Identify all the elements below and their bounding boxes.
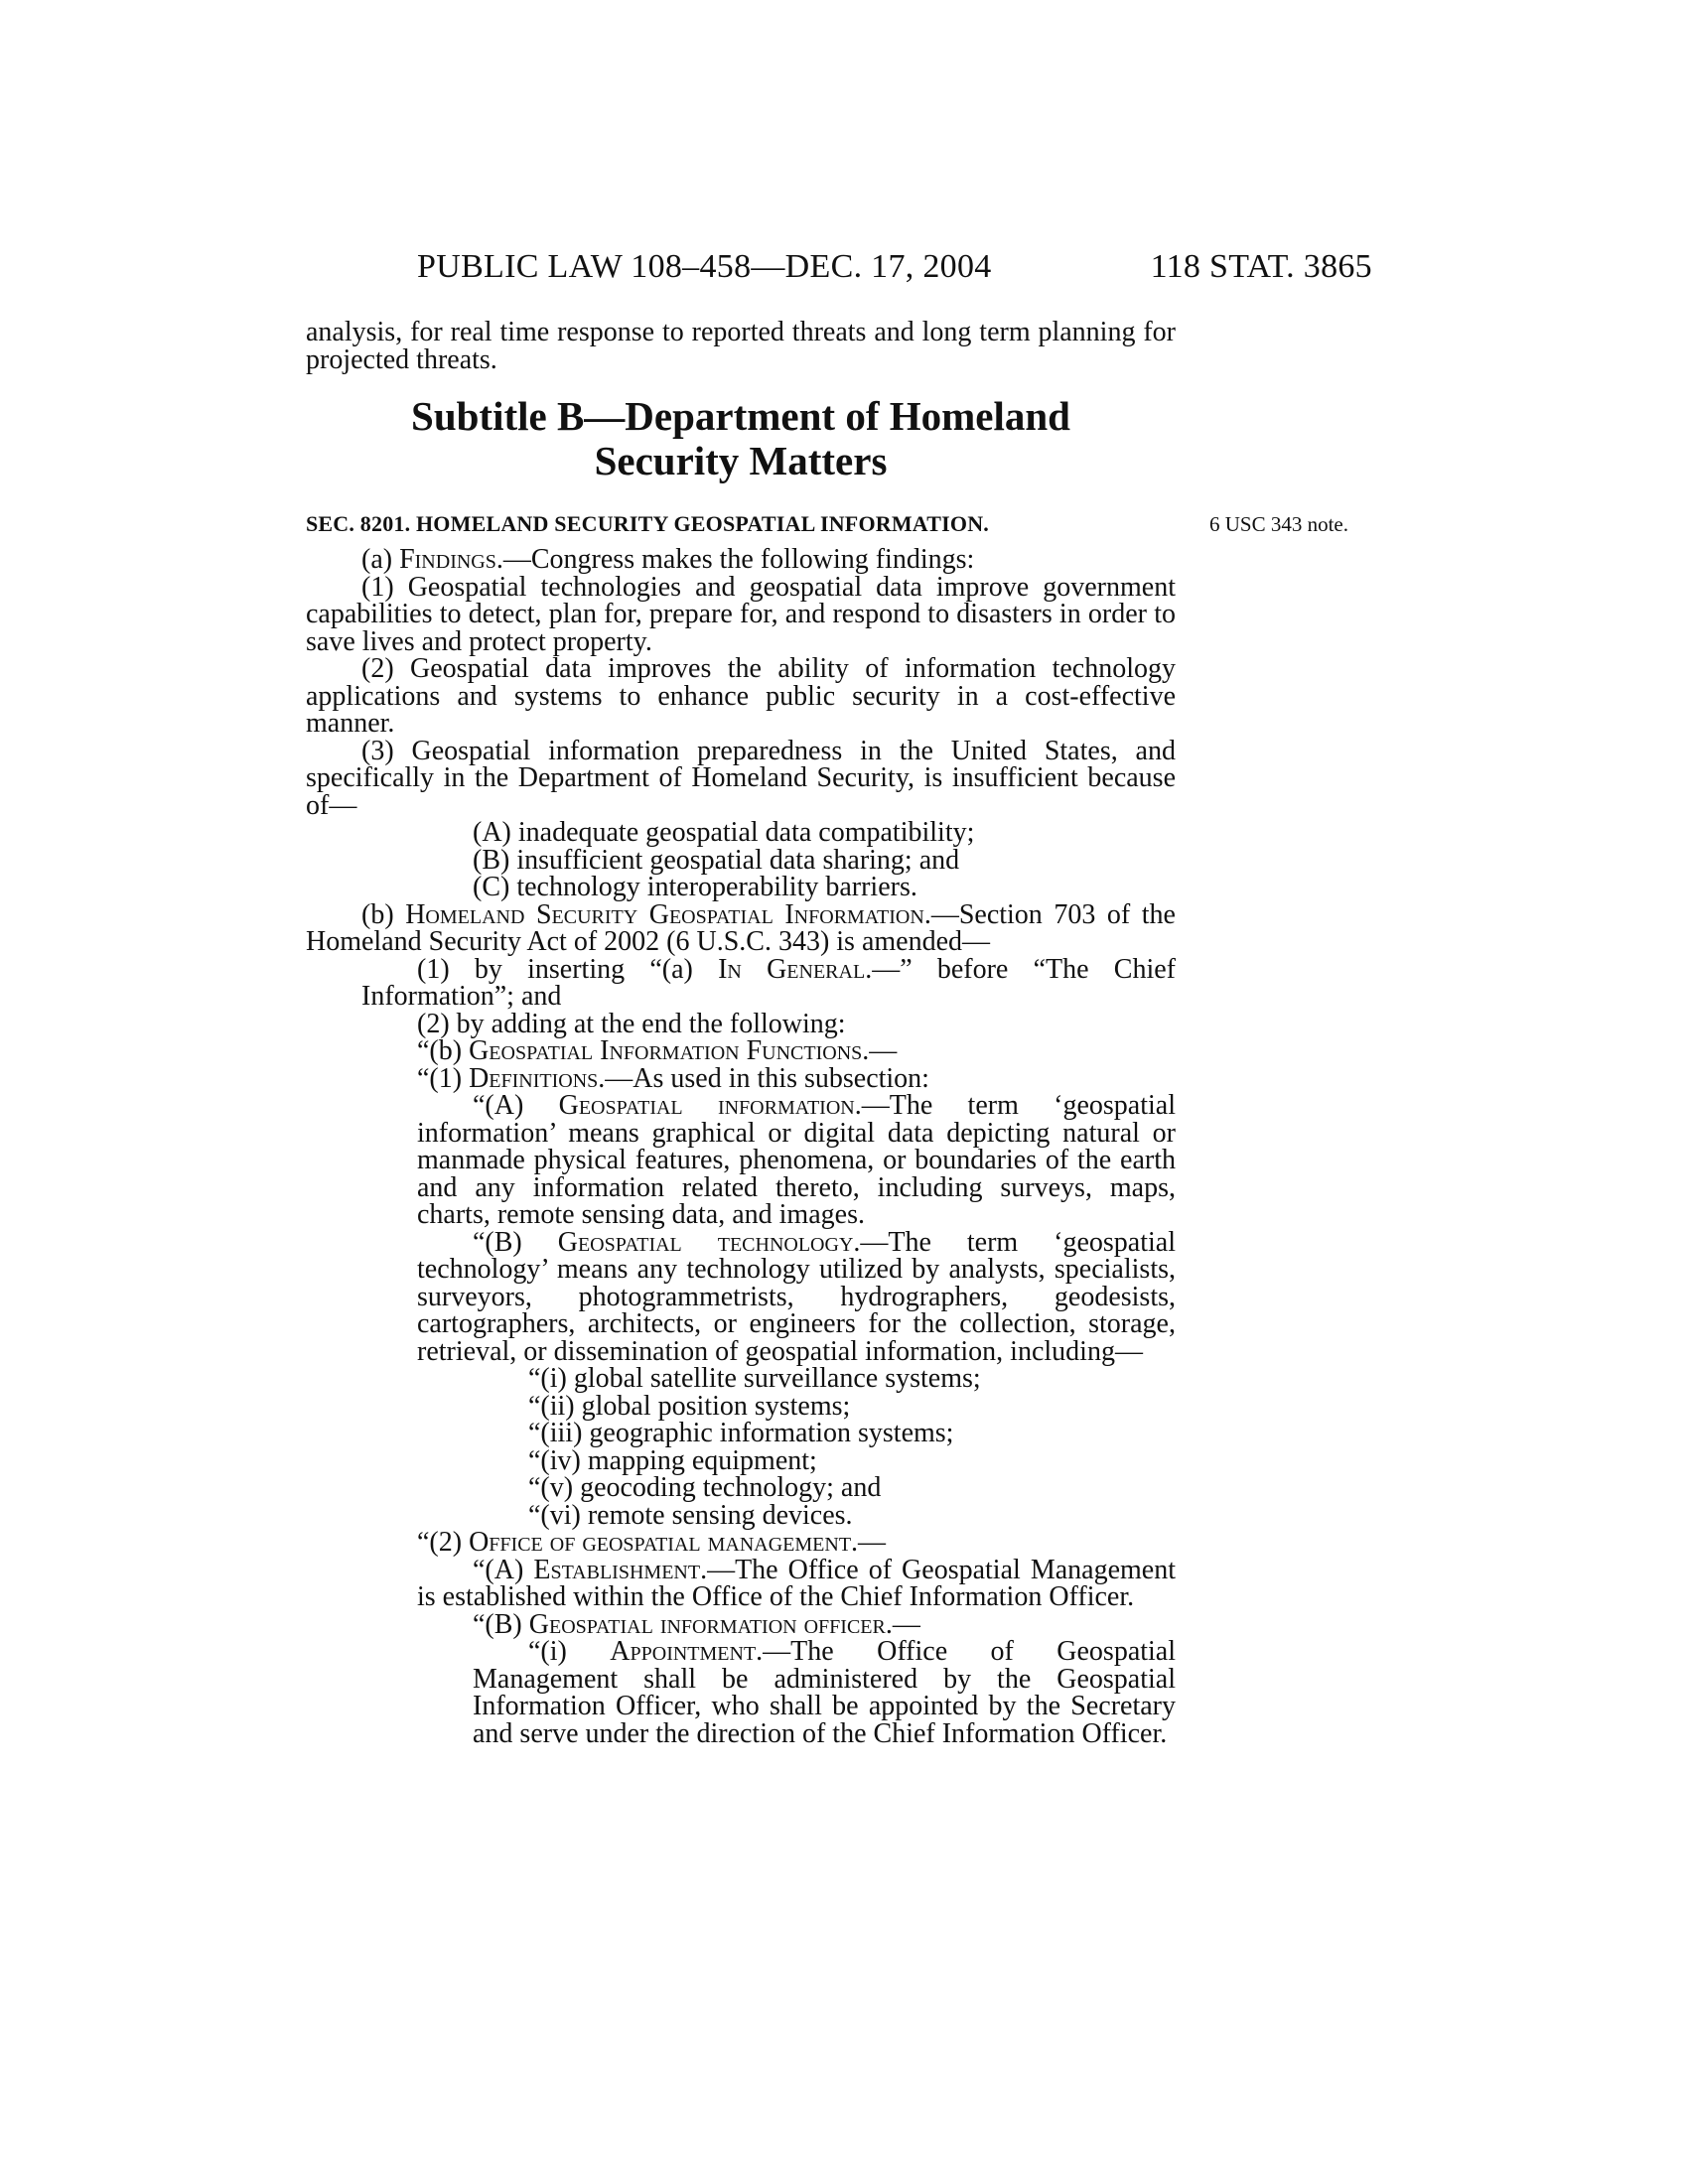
intro-paragraph: analysis, for real time response to reported threats and long term planning for projected threats. [306, 317, 1176, 375]
finding-3-A: (A) inadequate geospatial data compatibility; [473, 817, 975, 848]
definition-B-text: .—The term ‘geospatial technology’ means any technology utilized by analysts, specialists, surveyors, photogrammetrists, hydrographers, geodesists, cartographers, architects, or engineers for the collection, storage, retrieval, or dissemination of geospatial information, including— [417, 1226, 1176, 1367]
definition-B-label: “(B) [473, 1226, 558, 1258]
quoted-b-dash: .— [862, 1035, 898, 1066]
officer-heading [306, 1608, 1176, 1640]
officer-caption: Geospatial information officer [528, 1608, 886, 1640]
subsection-b-label: (b) [361, 898, 406, 930]
establishment-caption: Establishment [533, 1554, 701, 1585]
officer-dash: .— [885, 1608, 920, 1640]
office-caption: Office of geospatial management [469, 1527, 852, 1558]
quoted-b-label: “(b) [417, 1035, 470, 1066]
subsection-a-heading [306, 546, 1176, 574]
finding-2: (2) Geospatial data improves the ability of information technology applications and systems to enhance public security in a cost-effective manner. [306, 653, 1176, 739]
section-body [306, 546, 1176, 1747]
running-header-law: PUBLIC LAW 108–458—DEC. 17, 2004 [417, 248, 992, 285]
subtitle-line-1: Subtitle B—Department of Homeland [411, 393, 1070, 439]
subsection-b-heading [306, 898, 1176, 957]
definition-A-label: “(A) [473, 1090, 559, 1121]
running-header-stat-page: 118 STAT. 3865 [1150, 248, 1372, 285]
office-heading [306, 1529, 1176, 1557]
subtitle-line-2: Security Matters [594, 438, 888, 483]
definitions-label: “(1) [417, 1062, 470, 1094]
section-heading: SEC. 8201. HOMELAND SECURITY GEOSPATIAL INFORMATION. [306, 511, 989, 536]
quoted-b-heading [306, 1037, 1176, 1065]
definitions-text: .—As used in this subsection: [598, 1062, 929, 1094]
margin-note: 6 USC 343 note. [1209, 512, 1349, 536]
subsection-a-text: .—Congress makes the following findings: [495, 544, 975, 575]
amendment-1 [306, 953, 1176, 1012]
definitions-heading [306, 1062, 1176, 1094]
establishment-text: .—The Office of Geospatial Management is established within the Office of the Chief Information Officer. [417, 1554, 1176, 1612]
appointment-caption: Appointment [610, 1636, 757, 1667]
technology-item: “(iii) geographic information systems; [528, 1418, 954, 1448]
appointment-paragraph [306, 1638, 1176, 1747]
technology-item: “(vi) remote sensing devices. [528, 1499, 853, 1531]
amendment-1-end: .—” before “The Chief Information”; and [361, 953, 1176, 1012]
appointment-text: .—The Office of Geospatial Management shall be administered by the Geospatial Information Officer, who shall be appointed by the Secretary and serve under the direction of the Chief Information Officer. [473, 1636, 1177, 1749]
subtitle-heading [306, 394, 1176, 483]
amendment-2: (2) by adding at the end the following: [417, 1008, 846, 1039]
technology-item: “(i) global satellite surveillance systems; [528, 1363, 981, 1394]
amendment-1-start: (1) by inserting “(a) [417, 953, 719, 985]
quoted-b-caption: Geospatial Information Functions [469, 1035, 863, 1066]
technology-item: “(v) geocoding technology; and [528, 1472, 882, 1503]
subsection-b-caption: Homeland Security Geospatial Information [405, 898, 924, 930]
amendment-1-caption: In General [718, 953, 866, 985]
appointment-label: “(i) [528, 1636, 611, 1667]
subsection-b-text: .—Section 703 of the Homeland Security Act of 2002 (6 U.S.C. 343) is amended— [306, 898, 1176, 957]
definition-A-caption: Geospatial information [558, 1090, 855, 1121]
technology-item: “(iv) mapping equipment; [528, 1444, 817, 1476]
officer-label: “(B) [473, 1608, 529, 1640]
establishment-paragraph [306, 1554, 1176, 1612]
definition-A [306, 1092, 1176, 1229]
finding-3-C: (C) technology interoperability barriers. [473, 872, 917, 902]
subsection-a-caption: Findings [399, 544, 496, 575]
finding-3: (3) Geospatial information preparedness in the United States, and specifically in the Department of Homeland Security, is insufficient because of— [306, 735, 1176, 821]
office-label: “(2) [417, 1527, 470, 1558]
office-dash: .— [851, 1527, 887, 1558]
finding-3-B: (B) insufficient geospatial data sharing; and [473, 844, 960, 876]
subsection-a-label: (a) [361, 544, 400, 575]
definition-A-text: .—The term ‘geospatial information’ means graphical or digital data depicting natural or manmade physical features, phenomena, or boundaries of the earth and any information related thereto, including surveys, maps, charts, remote sensing data, and images. [417, 1090, 1177, 1230]
definition-B-caption: Geospatial technology [557, 1226, 854, 1258]
definition-B [306, 1226, 1176, 1367]
finding-1: (1) Geospatial technologies and geospatial data improve government capabilities to detect, plan for, prepare for, and respond to disasters in order to save lives and protect property. [306, 571, 1176, 657]
technology-item: “(ii) global position systems; [528, 1390, 851, 1422]
definitions-caption: Definitions [469, 1062, 599, 1094]
establishment-label: “(A) [473, 1554, 534, 1585]
